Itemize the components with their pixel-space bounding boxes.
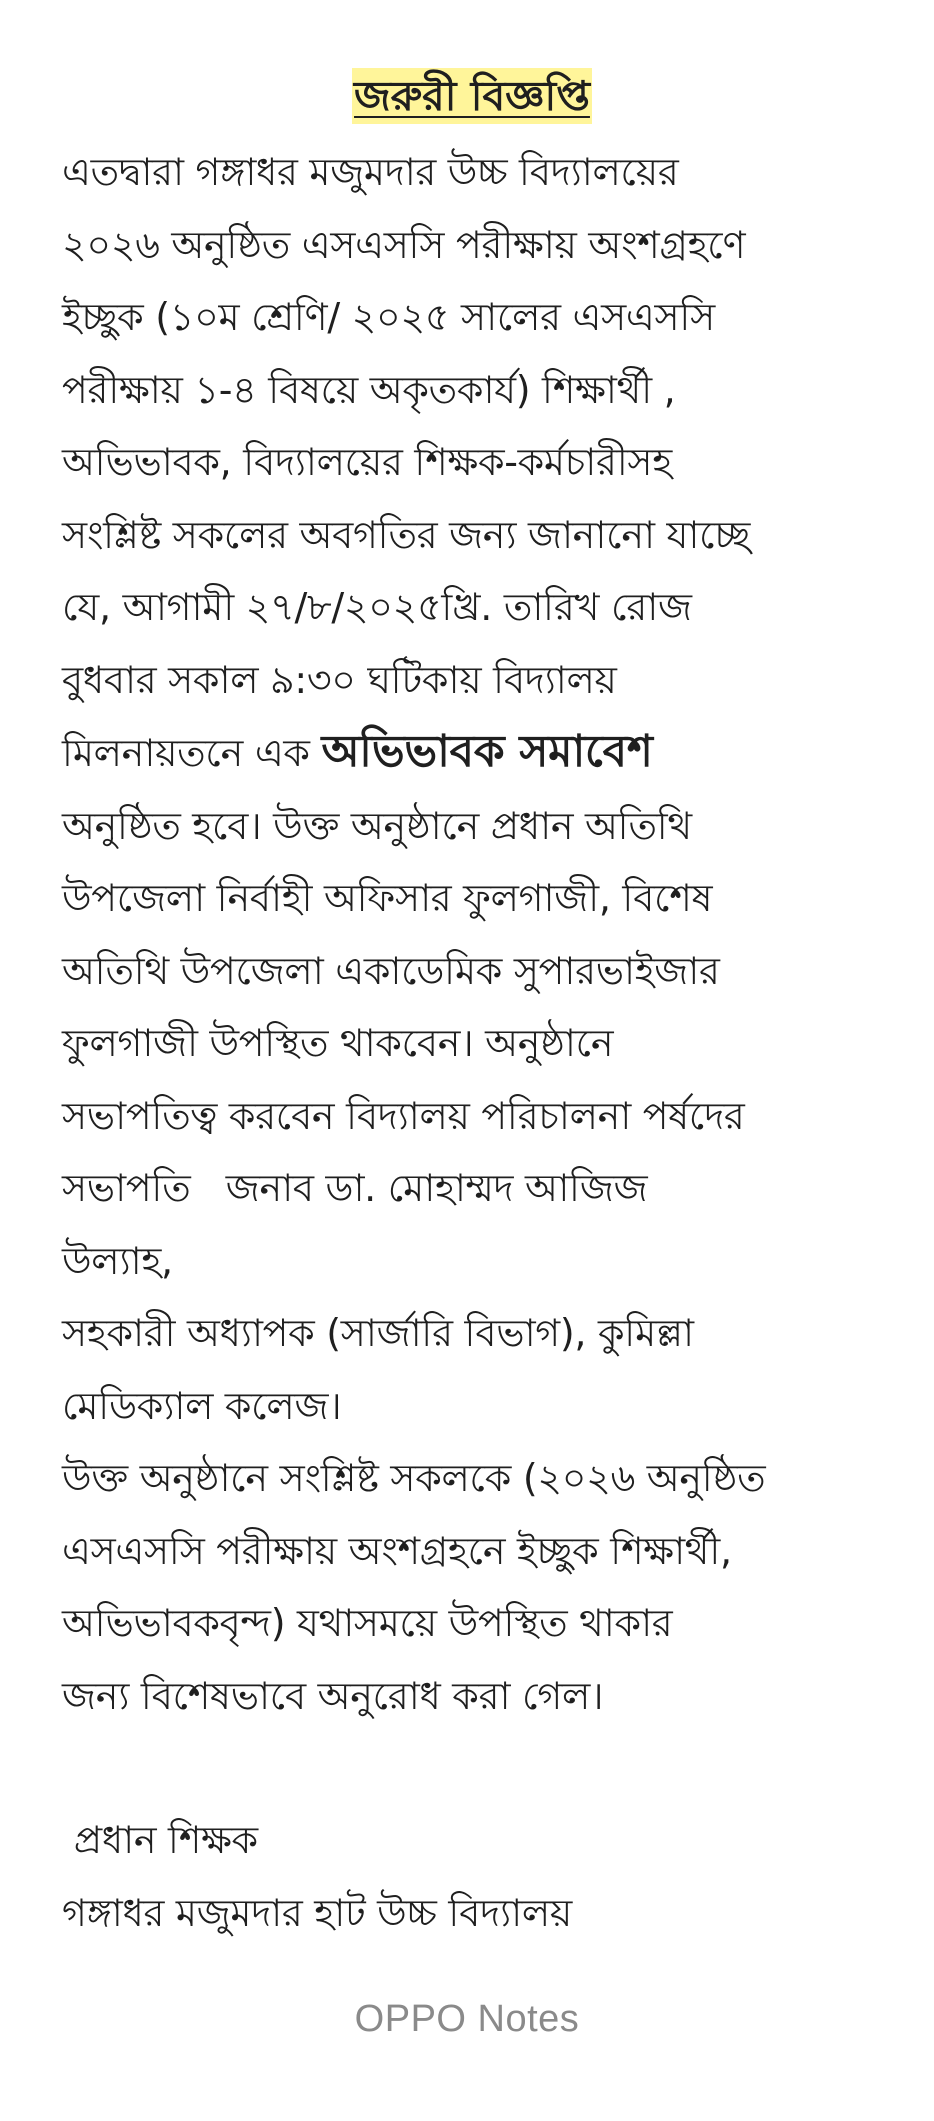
body-line-22: জন্য বিশেষভাবে অনুরোধ করা গেল। (62, 1673, 604, 1718)
body-line-4: পরীক্ষায় ১-৪ বিষয়ে অকৃতকার্য) শিক্ষার্থী , (62, 367, 676, 412)
body-line-9-text: মিলনায়তনে এক (62, 731, 322, 775)
signature-organization: গঙ্গাধর মজুমদার হাট উচ্চ বিদ্যালয় (62, 1890, 572, 1935)
note-body (62, 68, 882, 1949)
body-line-3: ইচ্ছুক (১০ম শ্রেণি/ ২০২৫ সালের এসএসসি (62, 295, 715, 339)
body-line-20: এসএসসি পরীক্ষায় অংশগ্রহনে ইচ্ছুক শিক্ষার্থী, (62, 1528, 732, 1573)
notice-title: জরুরী বিজ্ঞপ্তি (352, 68, 592, 124)
body-line-11: উপজেলা নির্বাহী অফিসার ফুলগাজী, বিশেষ (62, 876, 713, 920)
body-line-10: অনুষ্ঠিত হবে। উক্ত অনুষ্ঠানে প্রধান অতিথি (62, 803, 692, 848)
body-line-7: যে, আগামী ২৭/৮/২০২৫খ্রি. তারিখ রোজ (62, 585, 692, 629)
body-line-1: এতদ্বারা গঙ্গাধর মজুমদার উচ্চ বিদ্যালয়ের (62, 150, 679, 194)
notice-title-row (62, 68, 882, 132)
body-line-5: অভিভাবক, বিদ্যালয়ের শিক্ষক-কর্মচারীসহ (62, 440, 672, 484)
body-line-8: বুধবার সকাল ৯:৩০ ঘটিকায় বিদ্যালয় (62, 657, 617, 702)
body-line-16: উল্যাহ, (62, 1238, 173, 1283)
body-line-14: সভাপতিত্ব করবেন বিদ্যালয় পরিচালনা পর্ষদের (62, 1093, 745, 1138)
body-line-18: মেডিক্যাল কলেজ। (62, 1383, 342, 1428)
app-footer-label: OPPO Notes (354, 1998, 580, 2040)
blank-line (62, 1732, 882, 1804)
body-line-2: ২০২৬ অনুষ্ঠিত এসএসসি পরীক্ষায় অংশগ্রহণে (62, 222, 746, 267)
body-line-13: ফুলগাজী উপস্থিত থাকবেন। অনুষ্ঠানে (62, 1021, 614, 1065)
meeting-emphasis: অভিভাবক সমাবেশ (321, 726, 653, 777)
signature-title: প্রধান শিক্ষক (62, 1818, 258, 1862)
body-line-12: অতিথি উপজেলা একাডেমিক সুপারভাইজার (62, 948, 720, 993)
body-line-6: সংশ্লিষ্ট সকলের অবগতির জন্য জানানো যাচ্ছে (62, 512, 751, 557)
body-line-17: সহকারী অধ্যাপক (সার্জারি বিভাগ), কুমিল্লা (62, 1311, 694, 1355)
body-line-15: সভাপতি জনাব ডা. মোহাম্মদ আজিজ (62, 1166, 648, 1210)
body-line-21: অভিভাবকবৃন্দ) যথাসময়ে উপস্থিত থাকার (62, 1601, 673, 1645)
body-line-19: উক্ত অনুষ্ঠানে সংশ্লিষ্ট সকলকে (২০২৬ অনুষ্ঠিত (62, 1456, 766, 1500)
body-line-9 (62, 716, 882, 790)
